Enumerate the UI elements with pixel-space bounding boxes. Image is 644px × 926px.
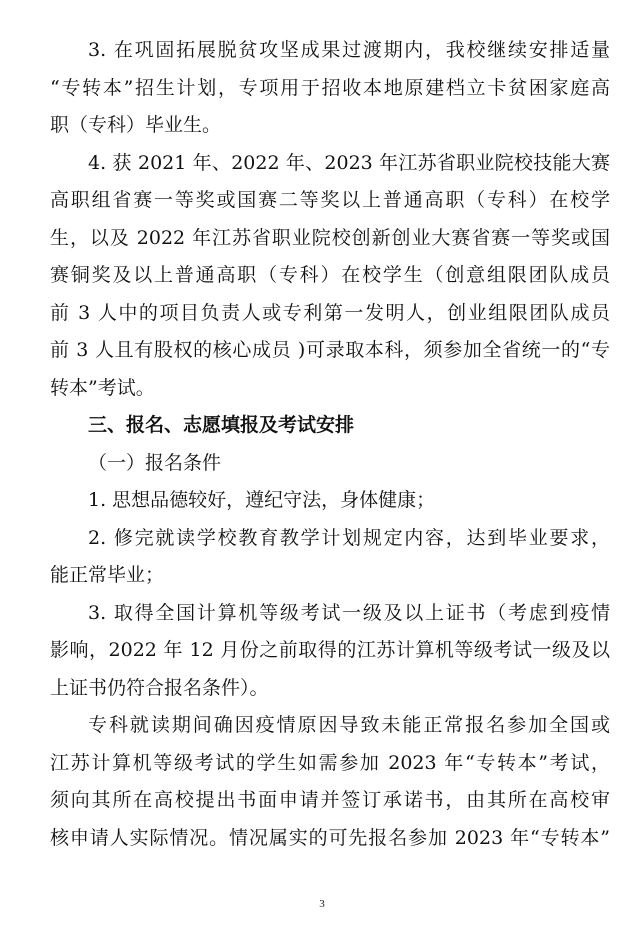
document-body xyxy=(50,32,610,857)
text-line: 3. 取得全国计算机等级考试一级及以上证书（考虑到疫情 xyxy=(88,601,610,624)
text-line: 高职组省赛一等奖或国赛二等奖以上普通高职（专科）在校学 xyxy=(50,189,610,211)
text-line: 前 3 人中的项目负责人或专利第一发明人，创业组限团队成员 xyxy=(50,301,610,324)
page-number: 3 xyxy=(319,898,325,910)
text-line: 生，以及 2022 年江苏省职业院校创新创业大赛省赛一等奖或国 xyxy=(50,226,610,249)
section-heading: 三、报名、志愿填报及考试安排 xyxy=(88,414,355,436)
text-line: 转本”考试。 xyxy=(50,376,155,399)
text-line: 4. 获 2021 年、2022 年、2023 年江苏省职业院校技能大赛 xyxy=(88,151,610,174)
text-line: 影响，2022 年 12 月份之前取得的江苏计算机等级考试一级及以 xyxy=(50,639,610,661)
text-line: （一）报名条件 xyxy=(88,451,222,474)
text-line: “专转本”招生计划，专项用于招收本地原建档立卡贫困家庭高 xyxy=(50,76,610,99)
text-line: 专科就读期间确因疫情原因导致未能正常报名参加全国或 xyxy=(88,714,610,736)
text-line: 职（专科）毕业生。 xyxy=(50,114,222,136)
text-line: 2. 修完就读学校教育教学计划规定内容，达到毕业要求， xyxy=(88,526,610,549)
text-line: 须向其所在高校提出书面申请并签订承诺书，由其所在高校审 xyxy=(50,789,610,811)
text-line: 上证书仍符合报名条件）。 xyxy=(50,676,269,699)
text-line: 核申请人实际情况。情况属实的可先报名参加 2023 年“专转本” xyxy=(50,826,610,849)
text-line: 前 3 人且有股权的核心成员 )可录取本科，须参加全省统一的“专 xyxy=(50,339,610,361)
text-line: 能正常毕业； xyxy=(50,564,165,586)
text-line: 赛铜奖及以上普通高职（专科）在校学生（创意组限团队成员 xyxy=(50,264,610,286)
text-line: 3. 在巩固拓展脱贫攻坚成果过渡期内，我校继续安排适量 xyxy=(88,39,610,61)
text-line: 江苏计算机等级考试的学生如需参加 2023 年“专转本”考试， xyxy=(50,751,610,774)
text-line: 1. 思想品德较好，遵纪守法，身体健康； xyxy=(88,489,436,511)
